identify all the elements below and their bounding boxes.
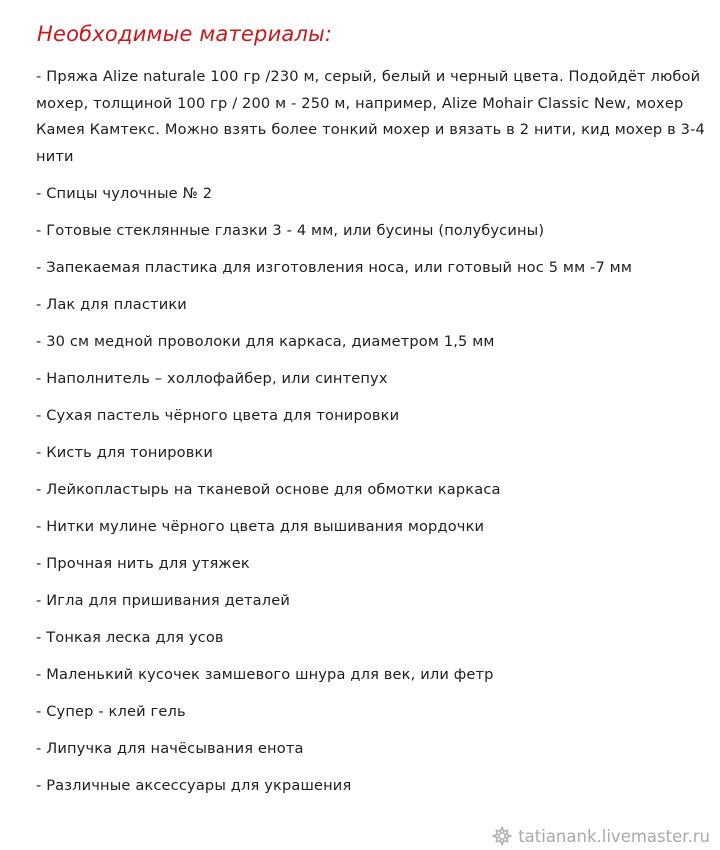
livemaster-logo-icon — [492, 826, 512, 846]
list-item: - Спицы чулочные № 2 — [36, 185, 213, 203]
list-item: - Лак для пластики — [36, 296, 187, 314]
list-item: - Прочная нить для утяжек — [36, 555, 250, 573]
page-title: Необходимые материалы: — [37, 22, 333, 46]
list-item: - Нитки мулине чёрного цвета для вышивания мордочки — [36, 518, 485, 536]
watermark-text: tatianank.livemaster.ru — [518, 826, 710, 846]
list-item: - Сухая пастель чёрного цвета для тонировки — [36, 407, 400, 425]
list-item: - 30 см медной проволоки для каркаса, диаметром 1,5 мм — [36, 333, 495, 351]
list-item: - Липучка для начёсывания енота — [36, 740, 304, 758]
list-item: - Готовые стеклянные глазки 3 - 4 мм, или бусины (полубусины) — [36, 222, 545, 240]
list-item: - Маленький кусочек замшевого шнура для век, или фетр — [36, 666, 494, 684]
list-item: - Лейкопластырь на тканевой основе для обмотки каркаса — [36, 481, 501, 499]
list-item: - Наполнитель – холлофайбер, или синтепух — [36, 370, 388, 388]
materials-list — [36, 64, 708, 810]
list-item: - Супер - клей гель — [36, 703, 186, 721]
watermark — [492, 826, 710, 846]
list-item: - Тонкая леска для усов — [36, 629, 224, 647]
list-item: - Игла для пришивания деталей — [36, 592, 291, 610]
list-item: - Пряжа Alize naturale 100 гр /230 м, серый, белый и черный цвета. Подойдёт любой мохер, толщиной 100 гр / 200 м - 250 м, например, Alize Mohair Classic New, мохер Камея Камтекс. Можно взять более тонкий мохер и вязать в 2 нити, кид мохер в 3-4 нити — [36, 68, 705, 165]
list-item: - Кисть для тонировки — [36, 444, 214, 462]
list-item: - Запекаемая пластика для изготовления носа, или готовый нос 5 мм -7 мм — [36, 259, 633, 277]
list-item: - Различные аксессуары для украшения — [36, 777, 352, 795]
